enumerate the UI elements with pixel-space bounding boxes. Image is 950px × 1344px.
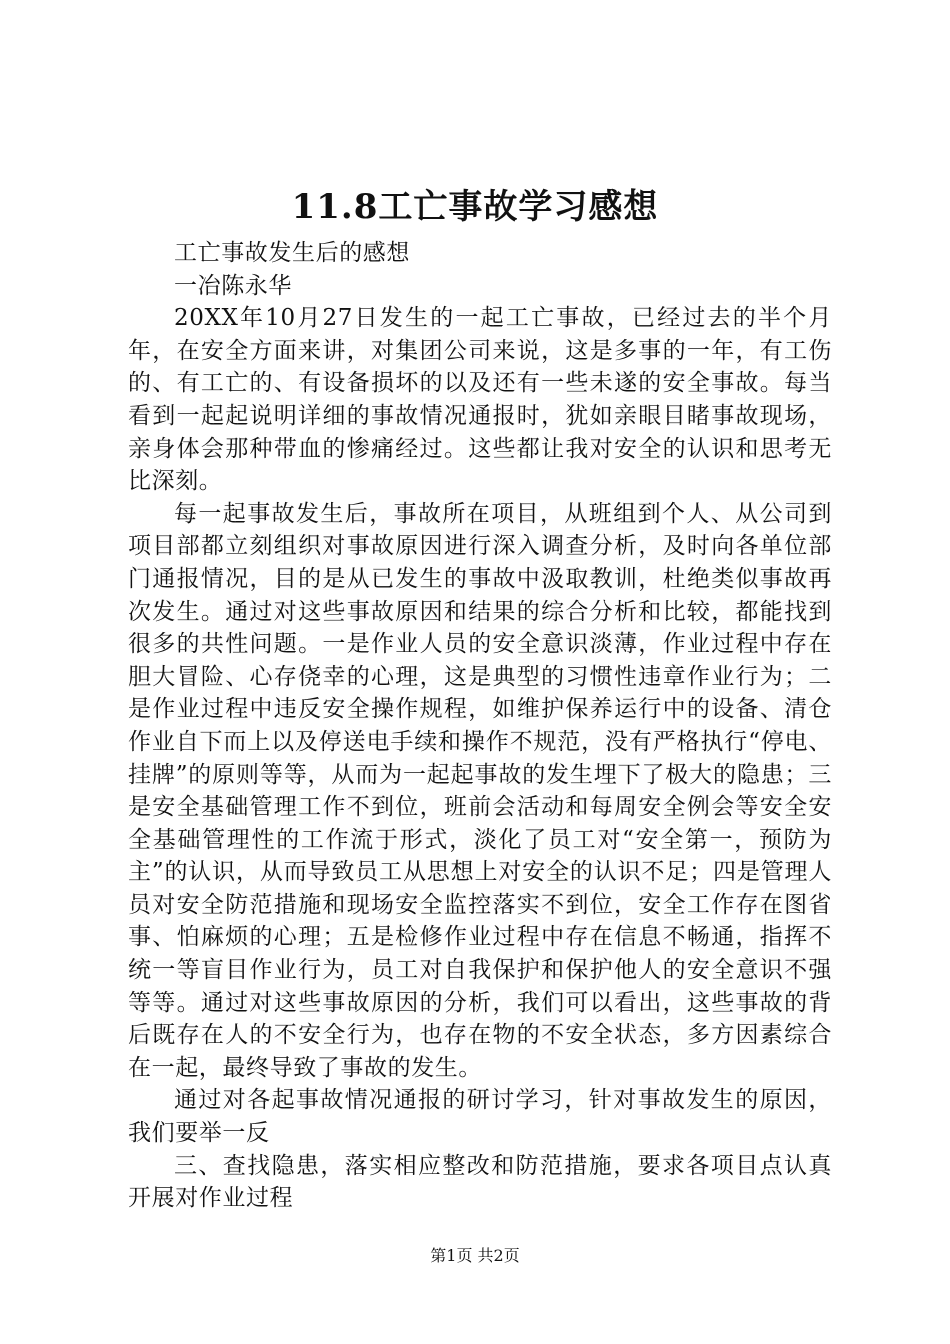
body-paragraph-1: 20XX年10月27日发生的一起工亡事故，已经过去的半个月年，在安全方面来讲，对集团公司来说，这是多事的一年，有工伤的、有工亡的、有设备损坏的以及还有一些未遂的安全事故。每当看到一起起说明详细的事故情况通报时，犹如亲眼目睹事故现场，亲身体会那种带血的惨痛经过。这些都让我对安全的认识和思考无比深刻。 (128, 305, 832, 495)
body-paragraph-4: 三、查找隐患，落实相应整改和防范措施，要求各项目点认真开展对作业过程 (128, 1152, 832, 1212)
body-paragraph-3: 通过对各起事故情况通报的研讨学习，针对事故发生的原因，我们要举一反 (128, 1087, 832, 1147)
document-title: 11.8工亡事故学习感想 (291, 187, 659, 227)
subtitle-line: 工亡事故发生后的感想 (174, 240, 410, 266)
page-footer: 第1页 共2页 (430, 1246, 520, 1265)
author-line: 一冶陈永华 (174, 272, 292, 299)
document-body (128, 237, 832, 1215)
body-paragraph-2: 每一起事故发生后，事故所在项目，从班组到个人、从公司到项目部都立刻组织对事故原因进行深入调查分析，及时向各单位部门通报情况，目的是从已发生的事故中汲取教训，杜绝类似事故再次发生。通过对这些事故原因和结果的综合分析和比较，都能找到很多的共性问题。一是作业人员的安全意识淡薄，作业过程中存在胆大冒险、心存侥幸的心理，这是典型的习惯性违章作业行为；二是作业过程中违反安全操作规程，如维护保养运行中的设备、清仓作业自下而上以及停送电手续和操作不规范，没有严格执行“停电、挂牌”的原则等等，从而为一起起事故的发生埋下了极大的隐患；三是安全基础管理工作不到位，班前会活动和每周安全例会等安全安全基础管理性的工作流于形式，淡化了员工对“安全第一，预防为主”的认识，从而导致员工从思想上对安全的认识不足；四是管理人员对安全防范措施和现场安全监控落实不到位，安全工作存在图省事、怕麻烦的心理；五是检修作业过程中存在信息不畅通，指挥不统一等盲目作业行为，员工对自我保护和保护他人的安全意识不强等等。通过对这些事故原因的分析，我们可以看出，这些事故的背后既存在人的不安全行为，也存在物的不安全状态，多方因素综合在一起，最终导致了事故的发生。 (128, 500, 832, 1081)
